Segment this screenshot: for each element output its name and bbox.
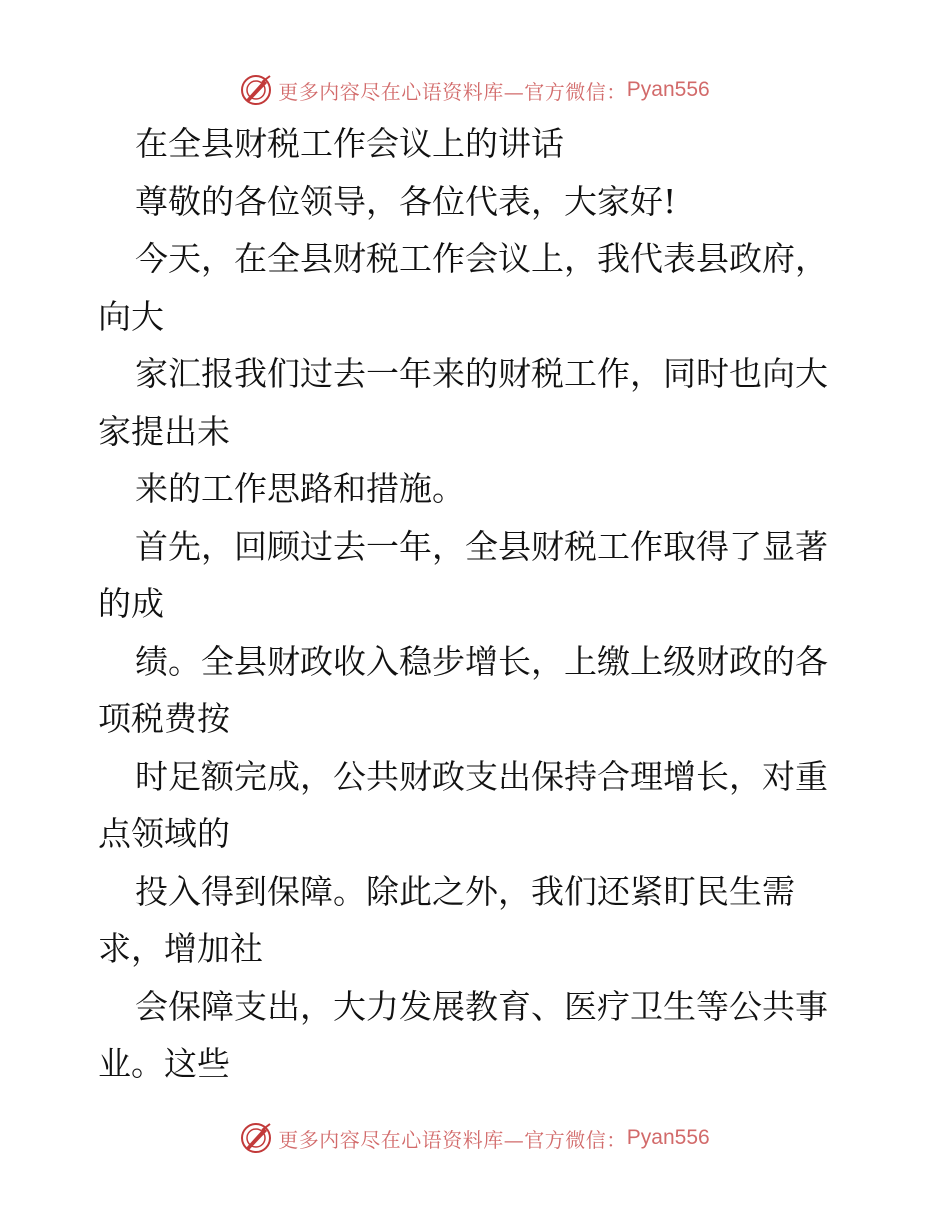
header-banner-text: 更多内容尽在心语资料库—官方微信： [278,79,627,104]
text-line: 首先，回顾过去一年，全县财税工作取得了显著 [135,526,828,566]
text-line: 会保障支出，大力发展教育、医疗卫生等公共事 [135,986,828,1026]
quill-logo-icon [240,74,272,106]
footer-banner-id: Pyan556 [626,1126,710,1149]
header-banner-id: Pyan556 [626,78,710,101]
text-line: 时足额完成，公共财政支出保持合理增长，对重 [135,756,828,796]
text-line: 尊敬的各位领导，各位代表，大家好! [135,181,677,221]
quill-logo-icon [240,1122,272,1154]
text-line: 的成 [98,584,164,623]
text-line: 家提出未 [98,411,230,451]
text-line: 项税费按 [98,699,230,738]
header-banner [0,70,950,110]
text-line: 向大 [98,296,164,336]
text-line: 今天，在全县财税工作会议上，我代表县政府， [135,239,828,278]
footer-banner [0,1118,950,1158]
footer-banner-text: 更多内容尽在心语资料库—官方微信： [278,1127,627,1152]
text-line: 点领域的 [98,814,230,853]
document-title: 在全县财税工作会议上的讲话 [135,124,564,163]
text-line: 求，增加社 [98,929,263,968]
text-line: 家汇报我们过去一年来的财税工作，同时也向大 [135,354,828,393]
text-line: 业。这些 [98,1044,230,1083]
speech-body [98,115,858,1093]
text-line: 绩。全县财政收入稳步增长，上缴上级财政的各 [135,641,828,681]
text-line: 投入得到保障。除此之外，我们还紧盯民生需 [135,871,795,911]
text-line: 来的工作思路和措施。 [135,469,465,508]
